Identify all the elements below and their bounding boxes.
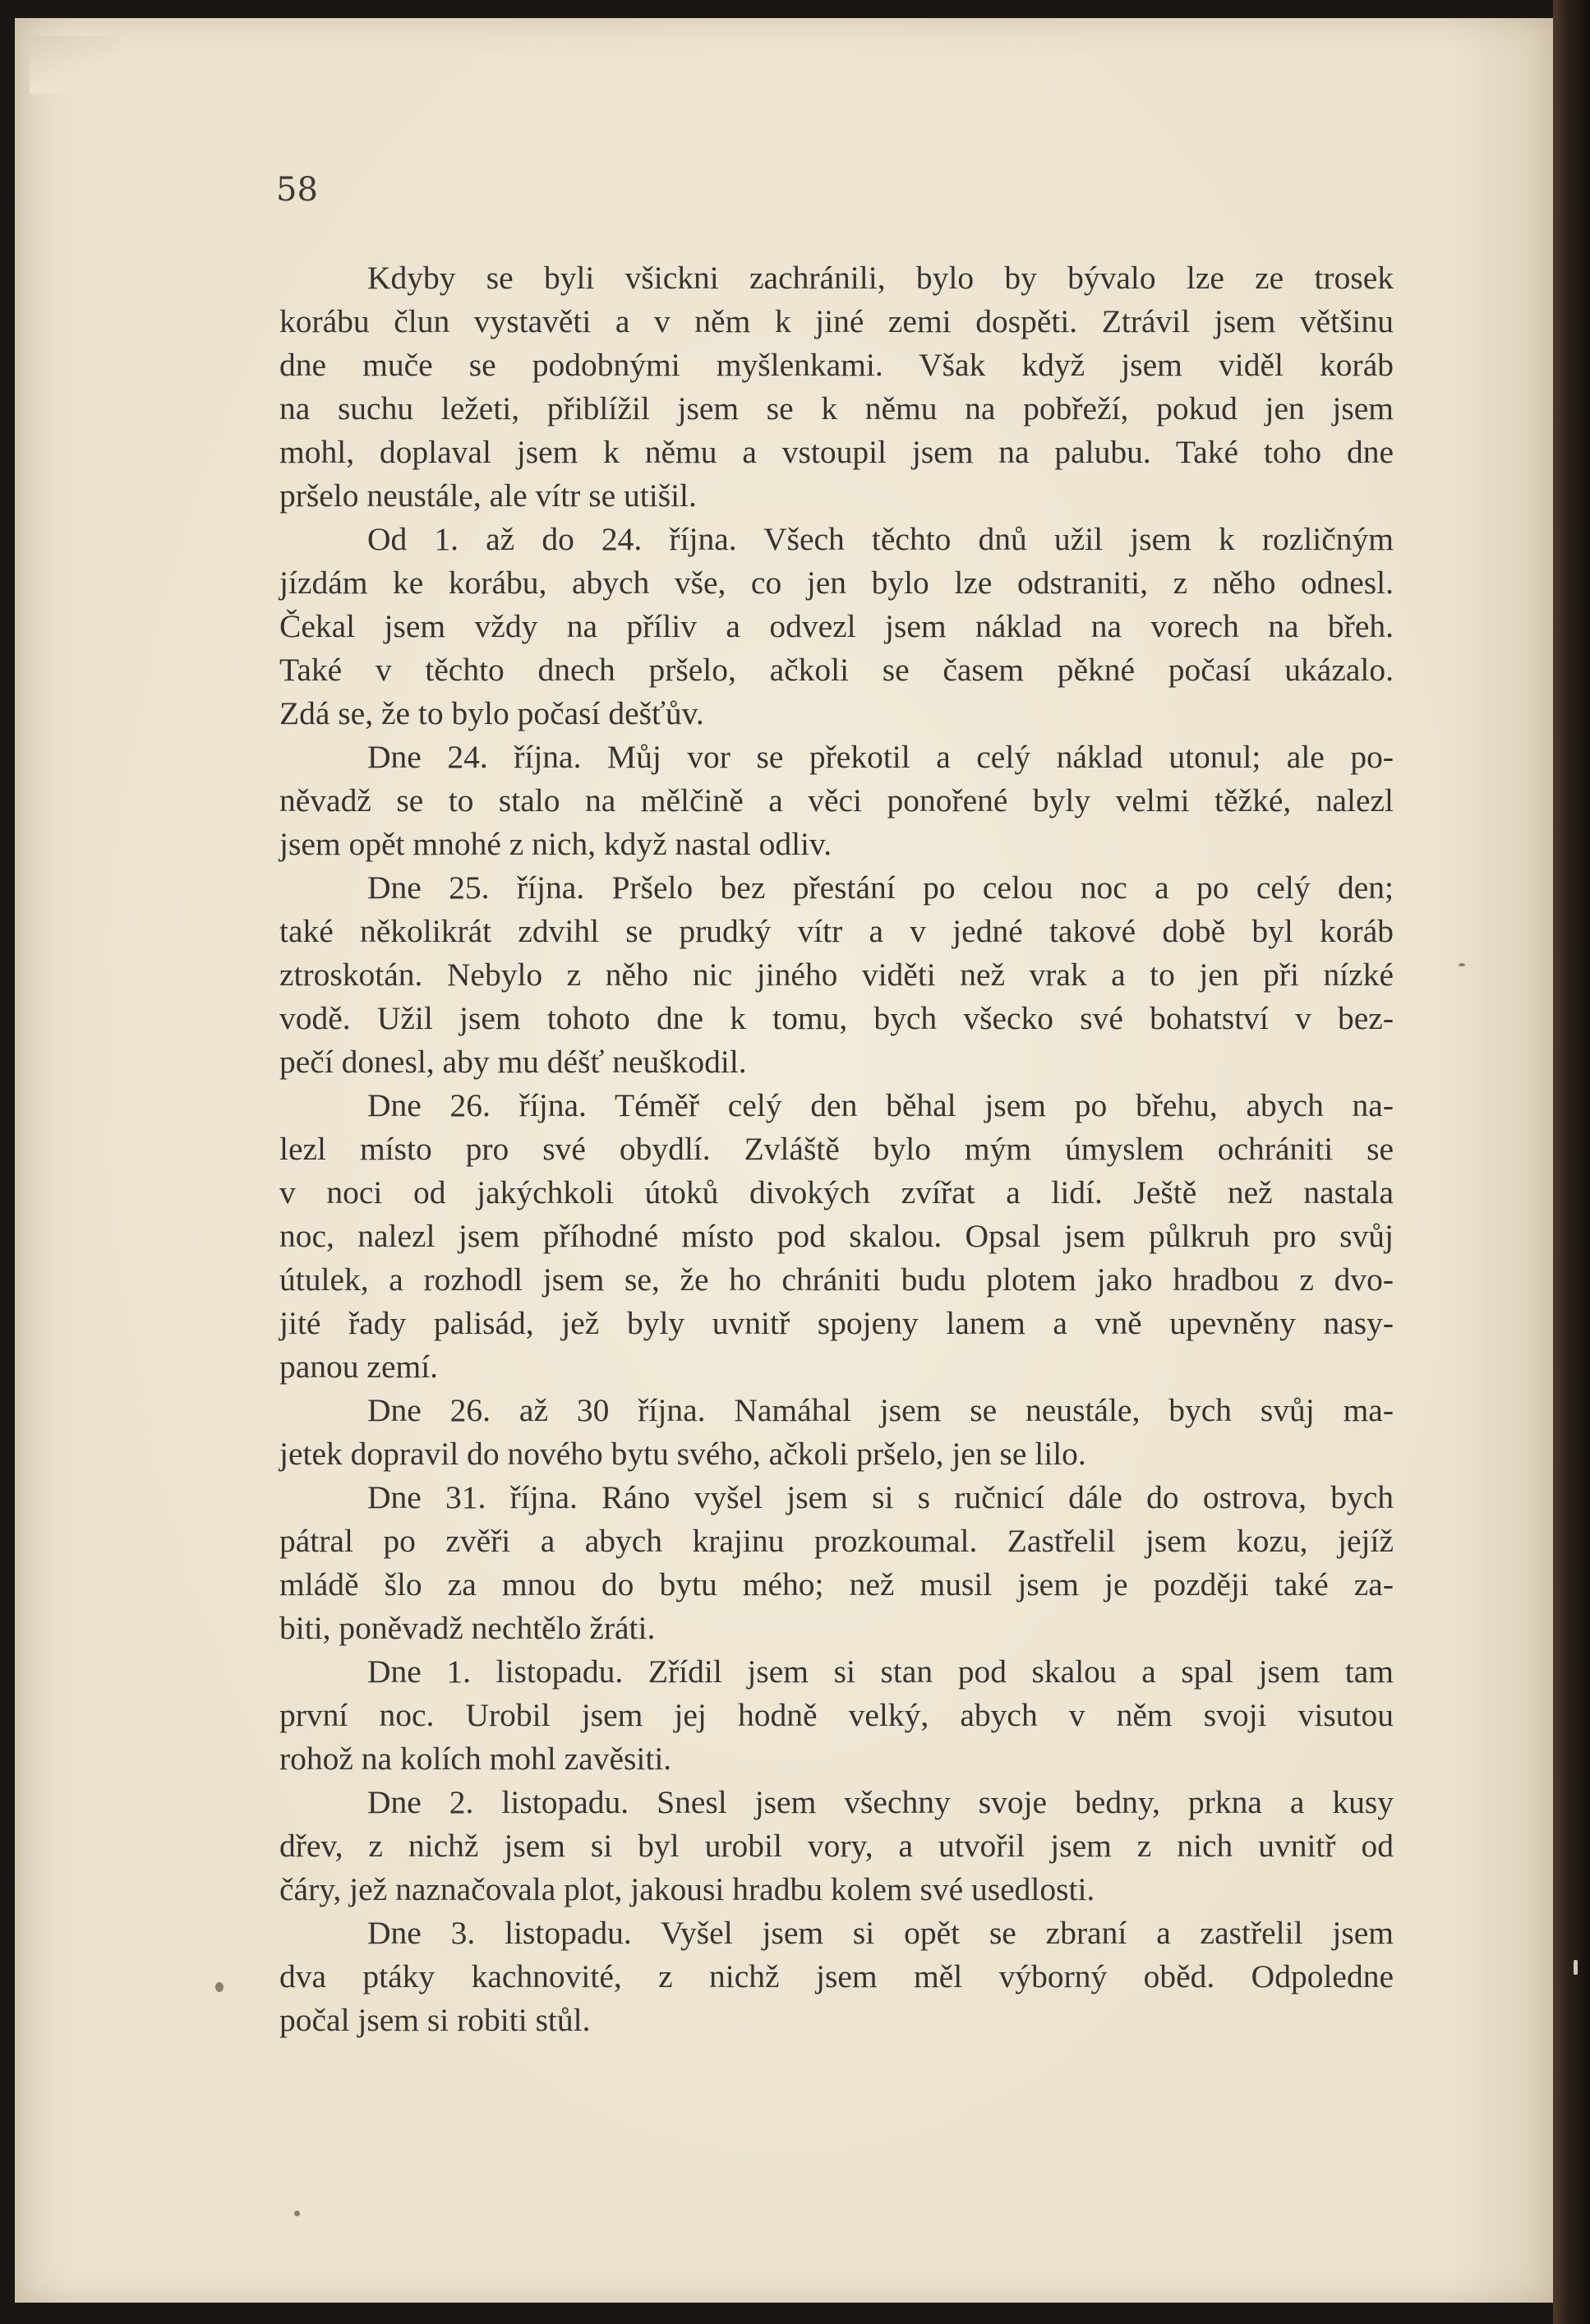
text-line: dva ptáky kachnovité, z nichž jsem měl výborný oběd. Odpoledne: [279, 1958, 1394, 1994]
page-corner-wear: [30, 36, 120, 94]
page-number: 58: [276, 171, 318, 209]
text-line: mohl, doplaval jsem k němu a vstoupil jsem na palubu. Také toho dne: [279, 434, 1394, 470]
ink-speck: [1574, 1960, 1578, 1975]
text-line: vodě. Užil jsem tohoto dne k tomu, bych všecko své bohatství v bez-: [279, 1000, 1394, 1036]
text-line: útulek, a rozhodl jsem se, že ho chrániti budu plotem jako hradbou z dvo-: [279, 1261, 1394, 1298]
text-line: lezl místo pro své obydlí. Zvláště bylo mým úmyslem ochrániti se: [279, 1131, 1394, 1167]
text-line: na suchu ležeti, přiblížil jsem se k němu na pobřeží, pokud jen jsem: [279, 390, 1394, 427]
ink-speck: [294, 2211, 300, 2216]
text-line: pršelo neustále, ale vítr se utišil.: [279, 477, 697, 514]
text-line: pátral po zvěři a abych krajinu prozkoumal. Zastřelil jsem kozu, jejíž: [279, 1523, 1394, 1559]
ink-speck: [1459, 963, 1465, 966]
book-spine-edge: [1553, 0, 1590, 2324]
text-line: rohož na kolích mohl zavěsiti.: [279, 1741, 672, 1777]
text-line: Dne 1. listopadu. Zřídil jsem si stan pod skalou a spal jsem tam: [367, 1653, 1394, 1690]
text-line: Čekal jsem vždy na příliv a odvezl jsem náklad na vorech na břeh.: [279, 608, 1394, 644]
text-line: jízdám ke korábu, abych vše, co jen bylo lze odstraniti, z něho odnesl.: [279, 565, 1394, 601]
text-line: Dne 3. listopadu. Vyšel jsem si opět se zbraní a zastřelil jsem: [367, 1915, 1394, 1951]
text-line: počal jsem si robiti stůl.: [279, 2002, 591, 2038]
text-line: pečí donesl, aby mu déšť neuškodil.: [279, 1044, 747, 1080]
text-line: Zdá se, že to bylo počasí dešťův.: [279, 695, 704, 731]
text-line: jité řady palisád, jež byly uvnitř spojeny lanem a vně upevněny nasy-: [279, 1305, 1394, 1341]
text-body: [279, 256, 1394, 2042]
ink-speck: [215, 1982, 224, 1992]
text-line: mládě šlo za mnou do bytu mého; než musil jsem je později také za-: [279, 1566, 1394, 1602]
text-line: Kdyby se byli všickni zachránili, bylo by bývalo lze ze trosek: [367, 260, 1394, 296]
text-line: dřev, z nichž jsem si byl urobil vory, a utvořil jsem z nich uvnitř od: [279, 1828, 1394, 1864]
text-line: první noc. Urobil jsem jej hodně velký, abych v něm svoji visutou: [279, 1697, 1394, 1733]
text-line: Dne 2. listopadu. Snesl jsem všechny svoje bedny, prkna a kusy: [367, 1784, 1394, 1820]
text-line: Dne 26. až 30 října. Namáhal jsem se neustále, bych svůj ma-: [367, 1392, 1394, 1428]
text-line: Dne 31. října. Ráno vyšel jsem si s ručnicí dále do ostrova, bych: [367, 1479, 1394, 1515]
text-line: v noci od jakýchkoli útoků divokých zvířat a lidí. Ještě než nastala: [279, 1174, 1394, 1210]
text-line: Dne 24. října. Můj vor se překotil a celý náklad utonul; ale po-: [367, 739, 1394, 775]
text-line: noc, nalezl jsem příhodné místo pod skalou. Opsal jsem půlkruh pro svůj: [279, 1218, 1394, 1254]
text-line: Od 1. až do 24. října. Všech těchto dnů užil jsem k rozličným: [367, 521, 1394, 557]
text-line: ztroskotán. Nebylo z něho nic jiného viděti než vrak a to jen při nízké: [279, 957, 1394, 993]
text-line: jsem opět mnohé z nich, když nastal odliv.: [279, 826, 832, 862]
text-line: Dne 26. října. Téměř celý den běhal jsem po břehu, abych na-: [367, 1087, 1394, 1123]
text-line: jetek dopravil do nového bytu svého, ačkoli pršelo, jen se lilo.: [279, 1436, 1086, 1472]
text-line: biti, poněvadž nechtělo žráti.: [279, 1610, 656, 1646]
text-line: čáry, jež naznačovala plot, jakousi hradbu kolem své usedlosti.: [279, 1871, 1095, 1907]
text-line: Také v těchto dnech pršelo, ačkoli se časem pěkné počasí ukázalo.: [279, 652, 1394, 688]
text-line: korábu člun vystavěti a v něm k jiné zemi dospěti. Ztrávil jsem většinu: [279, 303, 1394, 339]
text-line: dne muče se podobnými myšlenkami. Však když jsem viděl koráb: [279, 347, 1394, 383]
text-line: panou zemí.: [279, 1349, 439, 1385]
text-line: něvadž se to stalo na mělčině a věci ponořené byly velmi těžké, nalezl: [279, 782, 1394, 818]
text-line: také několikrát zdvihl se prudký vítr a v jedné takové době byl koráb: [279, 913, 1394, 949]
text-line: Dne 25. října. Pršelo bez přestání po celou noc a po celý den;: [367, 869, 1394, 906]
